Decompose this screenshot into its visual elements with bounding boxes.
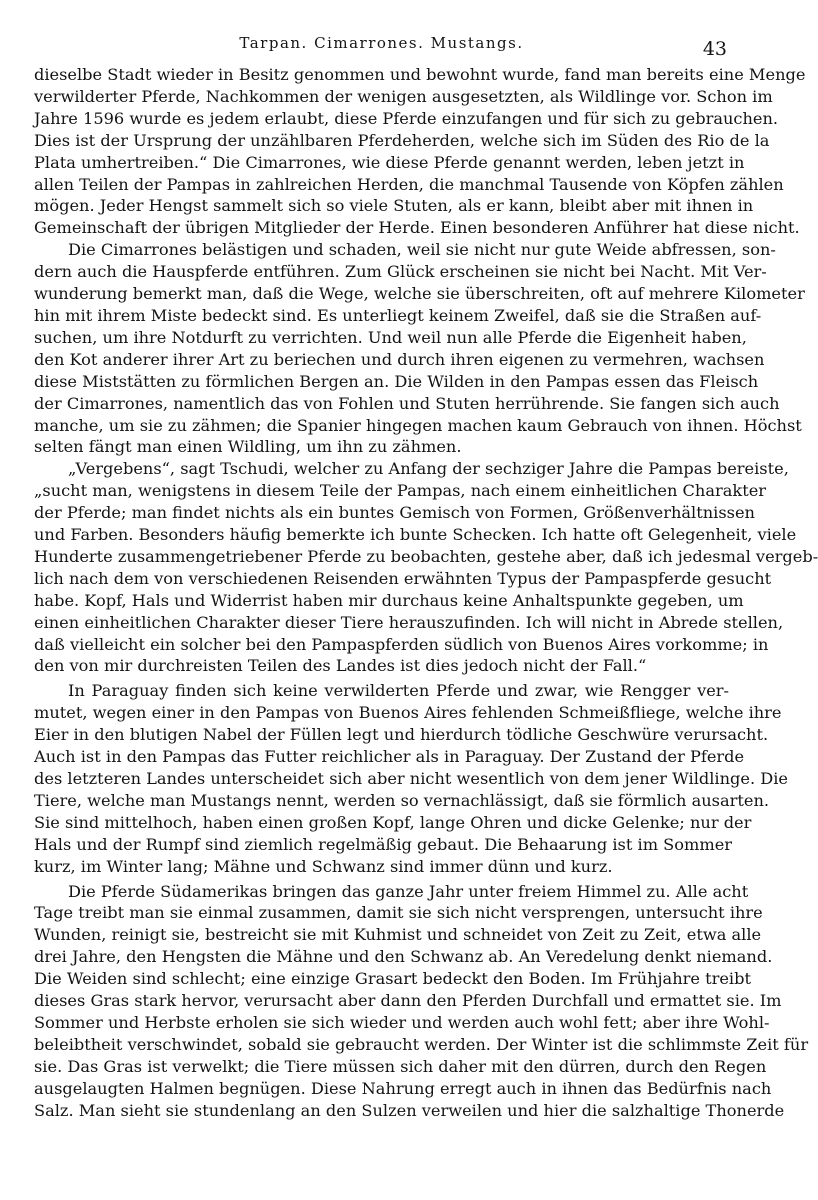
text-line: der Cimarrones, namentlich das von Fohlen und Stuten herrührende. Sie fangen sich auch xyxy=(34,393,780,413)
text-line: Die Weiden sind schlecht; eine einzige Grasart bedeckt den Boden. Im Frühjahre treibt xyxy=(34,969,751,989)
paragraph-1 xyxy=(34,64,806,239)
text-line: wunderung bemerkt man, daß die Wege, welche sie überschreiten, oft auf mehrere Kilometer xyxy=(34,284,805,304)
text-line: Sommer und Herbste erholen sie sich wieder und werden auch wohl fett; aber ihre Wohl- xyxy=(34,1012,770,1032)
text-line: der Pferde; man findet nichts als ein buntes Gemisch von Formen, Größenverhältnissen xyxy=(34,503,755,523)
paragraph-4 xyxy=(34,680,788,877)
text-line: einen einheitlichen Charakter dieser Tiere herauszufinden. Ich will nicht in Abrede stellen, xyxy=(34,612,784,632)
text-line: verwilderter Pferde, Nachkommen der wenigen ausgesetzten, als Wildlinge vor. Schon im xyxy=(34,86,773,106)
paragraph-3 xyxy=(34,458,818,677)
text-line: suchen, um ihre Notdurft zu verrichten. Und weil nun alle Pferde die Eigenheit haben, xyxy=(34,327,747,347)
text-line: beleibtheit verschwindet, sobald sie gebraucht werden. Der Winter ist die schlimmste Zeit für xyxy=(34,1034,809,1054)
page-number: 43 xyxy=(702,38,727,60)
text-line: den Kot anderer ihrer Art zu beriechen und durch ihren eigenen zu vermehren, wachsen xyxy=(34,349,765,369)
text-line: selten fängt man einen Wildling, um ihn zu zähmen. xyxy=(34,437,462,457)
text-line: Jahre 1596 wurde es jedem erlaubt, diese Pferde einzufangen und für sich zu gebrauchen. xyxy=(34,108,779,128)
text-line: Auch ist in den Pampas das Futter reichlicher als in Paraguay. Der Zustand der Pferde xyxy=(34,747,745,767)
text-line: Tage treibt man sie einmal zusammen, damit sie sich nicht versprengen, untersucht ihre xyxy=(34,903,763,923)
text-line: Salz. Man sieht sie stundenlang an den Sulzen verweilen und hier die salzhaltige Thonerde xyxy=(34,1100,785,1120)
text-line: dieselbe Stadt wieder in Besitz genommen und bewohnt wurde, fand man bereits eine Menge xyxy=(34,65,806,84)
running-title: Tarpan. Cimarrones. Mustangs. xyxy=(239,34,524,52)
text-line: drei Jahre, den Hengsten die Mähne und den Schwanz ab. An Veredelung denkt niemand. xyxy=(34,947,773,967)
text-line: Sie sind mittelhoch, haben einen großen Kopf, lange Ohren und dicke Gelenke; nur der xyxy=(34,812,752,832)
text-line: Dies ist der Ursprung der unzählbaren Pferdeherden, welche sich im Süden des Rio de la xyxy=(34,130,770,150)
text-line: Eier in den blutigen Nabel der Füllen legt und hierdurch tödliche Geschwüre verursacht. xyxy=(34,725,769,745)
text-line: Die Cimarrones belästigen und schaden, weil sie nicht nur gute Weide abfressen, son- xyxy=(68,240,776,260)
text-line: den von mir durchreisten Teilen des Landes ist dies jedoch nicht der Fall.“ xyxy=(34,656,647,676)
text-line: lich nach dem von verschiedenen Reisenden erwähnten Typus der Pampaspferde gesucht xyxy=(34,568,772,588)
text-line: Wunden, reinigt sie, bestreicht sie mit Kuhmist und schneidet von Zeit zu Zeit, etwa alle xyxy=(34,925,762,945)
text-line: ausgelaugten Halmen begnügen. Diese Nahrung erregt auch in ihnen das Bedürfnis nach xyxy=(34,1078,772,1098)
text-line: dieses Gras stark hervor, verursacht aber dann den Pferden Durchfall und ermattet sie. Im xyxy=(34,991,782,1011)
text-line: Hunderte zusammengetriebener Pferde zu beobachten, gestehe aber, daß ich jedesmal vergeb- xyxy=(34,546,818,566)
text-line: allen Teilen der Pampas in zahlreichen Herden, die manchmal Tausende von Köpfen zählen xyxy=(34,174,784,194)
text-line: In Paraguay finden sich keine verwilderten Pferde und zwar, wie Rengger ver- xyxy=(68,681,729,701)
text-line: sie. Das Gras ist verwelkt; die Tiere müssen sich daher mit den dürren, durch den Regen xyxy=(34,1056,767,1076)
text-line: mögen. Jeder Hengst sammelt sich so viele Stuten, als er kann, bleibt aber mit ihnen in xyxy=(34,196,754,216)
text-line: des letzteren Landes unterscheidet sich aber nicht wesentlich von dem jener Wildlinge. Die xyxy=(34,769,788,788)
text-line: Plata umhertreiben.“ Die Cimarrones, wie diese Pferde genannt werden, leben jetzt in xyxy=(34,152,745,172)
text-line: „sucht man, wenigstens in diesem Teile der Pampas, nach einem einheitlichen Charakter xyxy=(34,481,767,501)
text-line: Die Pferde Südamerikas bringen das ganze Jahr unter freiem Himmel zu. Alle acht xyxy=(68,881,749,901)
text-line: diese Miststätten zu förmlichen Bergen an. Die Wilden in den Pampas essen das Fleisch xyxy=(34,371,759,391)
text-line: und Farben. Besonders häufig bemerkte ich bunte Schecken. Ich hatte oft Gelegenheit, viele xyxy=(34,525,797,545)
page-header xyxy=(0,30,763,60)
text-line: mutet, wegen einer in den Pampas von Buenos Aires fehlenden Schmeißfliege, welche ihre xyxy=(34,703,782,723)
text-line: hin mit ihrem Miste bedeckt sind. Es unterliegt keinem Zweifel, daß sie die Straßen auf- xyxy=(34,305,762,325)
text-line: „Vergebens“, sagt Tschudi, welcher zu Anfang der sechziger Jahre die Pampas bereiste, xyxy=(68,459,789,479)
text-line: Hals und der Rumpf sind ziemlich regelmäßig gebaut. Die Behaarung ist im Sommer xyxy=(34,834,733,854)
text-line: dern auch die Hauspferde entführen. Zum Glück erscheinen sie nicht bei Nacht. Mit Ver- xyxy=(34,262,767,282)
text-line: daß vielleicht ein solcher bei den Pampaspferden südlich von Buenos Aires vorkomme; in xyxy=(34,634,769,654)
text-line: kurz, im Winter lang; Mähne und Schwanz sind immer dünn und kurz. xyxy=(34,856,613,876)
text-line: Gemeinschaft der übrigen Mitglieder der Herde. Einen besonderen Anführer hat diese nicht. xyxy=(34,218,800,238)
text-line: habe. Kopf, Hals und Widerrist haben mir durchaus keine Anhaltspunkte gegeben, um xyxy=(34,590,744,610)
page-body xyxy=(34,64,818,1122)
paragraph-5 xyxy=(34,881,809,1122)
paragraph-2 xyxy=(34,239,805,458)
text-line: Tiere, welche man Mustangs nennt, werden so vernachlässigt, daß sie förmlich ausarten. xyxy=(34,790,770,810)
text-line: manche, um sie zu zähmen; die Spanier hingegen machen kaum Gebrauch von ihnen. Höchst xyxy=(34,415,802,435)
